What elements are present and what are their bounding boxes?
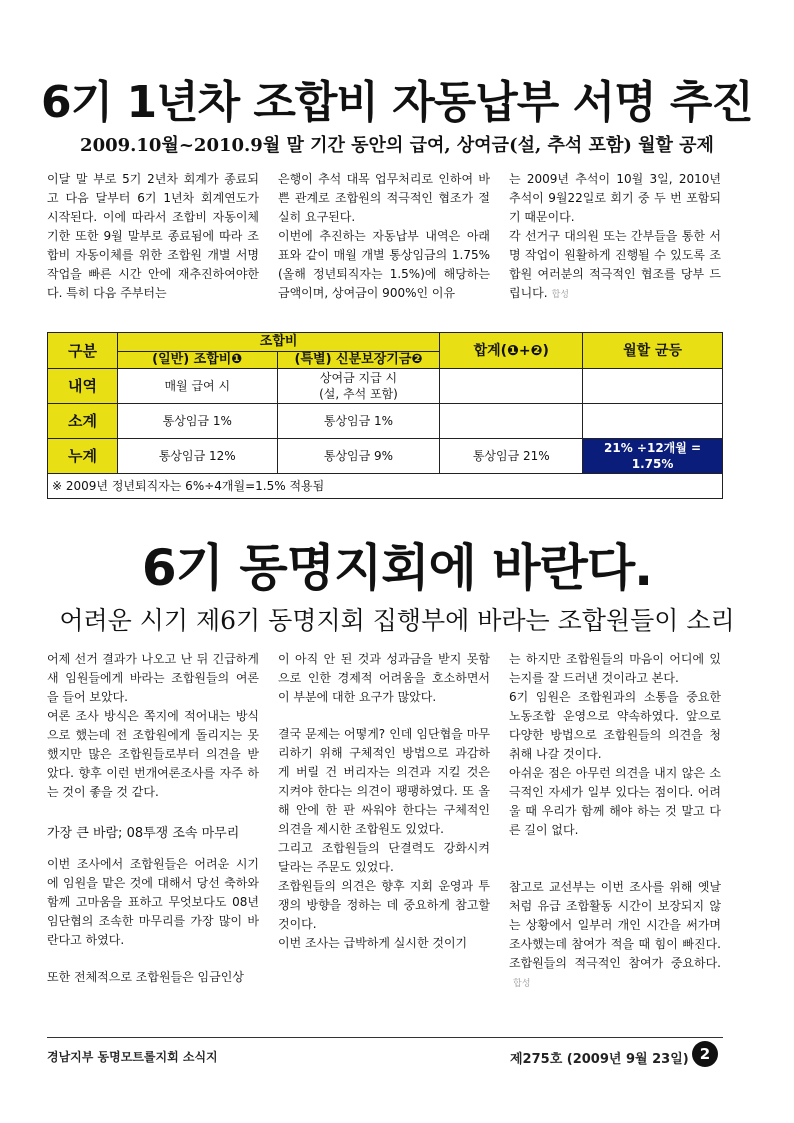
footer-issue: 제275호 (2009년 9월 23일) <box>510 1052 689 1067</box>
table-cell: 통상임금 9% <box>277 439 440 474</box>
row-label: 누계 <box>48 439 118 474</box>
table-cell: 상여금 지급 시 (설, 추석 포함) <box>277 369 440 404</box>
article1-column-1 <box>47 170 259 303</box>
row-label: 소계 <box>48 404 118 439</box>
article2-subtitle: 어려운 시기 제6기 동명지회 집행부에 바라는 조합원들이 소리 <box>59 606 735 635</box>
article2-paragraph: 6기 임원은 조합원과의 소통을 중요한 노동조합 운영으로 약속하였다. 앞으로 다양한 방법으로 조합원들의 의견을 청취해 나갈 것이다. <box>509 690 721 761</box>
article1-paragraph <box>509 227 721 305</box>
table-row <box>48 369 723 404</box>
article1-title: 6기 1년차 조합비 자동납부 서명 추진 <box>41 77 753 128</box>
table-cell-highlight: 21% ÷12개월 = 1.75% <box>583 439 723 474</box>
article2-paragraph: 이번 조사에서 조합원들은 어려운 시기에 임원을 맡은 것에 대해서 당선 축하와 함께 고마움을 표하고 무엇보다도 08년 임단협의 조속한 마무리를 가장 많이 바란다고 하였다. <box>47 857 259 947</box>
table-cell: 매월 급여 시 <box>117 369 277 404</box>
article1-paragraph-text: 각 선거구 대의원 또는 간부들을 통한 서명 작업이 원활하게 진행될 수 있도록 조합원 여러분의 적극적인 협조를 당부 드립니다. <box>509 229 721 300</box>
article1-signature: 합성 <box>551 290 569 300</box>
article2-subheading: 가장 큰 바람; 08투쟁 조속 마무리 <box>47 826 240 841</box>
article2-paragraph: 그리고 조합원들의 단결력도 강화시켜 달라는 주문도 있었다. <box>278 841 490 874</box>
article2-paragraph-text: 참고로 교선부는 이번 조사를 위해 옛날처럼 유급 조합활동 시간이 보장되지 않는 상황에서 일부러 개인 시간을 써가며 조사했는데 참여가 적을 때 힘이 빠진다. 조합원들의 적극적인 참여가 중요하다. <box>509 880 721 970</box>
article2-signature: 합성 <box>513 979 531 989</box>
article2-paragraph: 어제 선거 결과가 나오고 난 뒤 긴급하게 새 임원들에게 바라는 조합원들의 여론을 들어 보았다. <box>47 652 259 704</box>
header-monthly: 월할 균등 <box>583 333 723 369</box>
article2-paragraph: 이 아직 안 된 것과 성과금을 받지 못함으로 인한 경제적 어려움을 호소하면서 이 부분에 대한 요구가 많았다. <box>278 652 490 704</box>
header-special-fund: (특별) 신분보장기금❷ <box>277 352 440 369</box>
article2-column-3 <box>509 650 721 994</box>
dues-table <box>47 332 723 499</box>
table-row <box>48 404 723 439</box>
article2-title: 6기 동명지회에 바란다. <box>141 539 653 597</box>
table-cell: 통상임금 12% <box>117 439 277 474</box>
footer-divider <box>47 1037 723 1038</box>
table-header-row <box>48 333 723 352</box>
article2-paragraph: 이번 조사는 급박하게 실시한 것이기 <box>278 936 468 950</box>
article1-column-3 <box>509 170 721 305</box>
table-cell: 통상임금 21% <box>440 439 583 474</box>
table-cell <box>583 369 723 404</box>
header-gubun: 구분 <box>48 333 118 369</box>
footer-publication: 경남지부 동명모트롤지회 소식지 <box>47 1050 218 1064</box>
article1-paragraph: 이번에 추진하는 자동납부 내역은 아래 표와 같이 매월 개별 통상임금의 1.75%(올해 정년퇴직자는 1.5%)에 해당하는 금액이며, 상여금이 900%인 이유 <box>278 229 490 300</box>
article1-paragraph: 는 2009년 추석이 10월 3일, 2010년 추석이 9월22일로 회기 중 두 번 포함되기 때문이다. <box>509 172 721 224</box>
article2-paragraph: 결국 문제는 어떻게? 인데 임단협을 마무리하기 위해 구체적인 방법으로 과감하게 버릴 건 버리자는 의견과 지킬 것은 지켜야 한다는 의견이 팽팽하였다. 또 올해 안에 한 판 싸워야 한다는 구체적인 의견을 제시한 조합원도 있었다. <box>278 727 490 836</box>
table-cell <box>583 404 723 439</box>
table-cell: 통상임금 1% <box>277 404 440 439</box>
table-note-row <box>48 474 723 499</box>
article2-paragraph: 또한 전체적으로 조합원들은 임금인상 <box>47 970 244 984</box>
article1-paragraph: 이달 말 부로 5기 2년차 회계가 종료되고 다음 달부터 6기 1년차 회계연도가 시작된다. 이에 따라서 조합비 자동이체 기한 또한 9월 말부로 종료됨에 따라 조합비 자동이체를 위한 조합원 개별 서명 작업을 빠른 시간 안에 재추진하여야한다. 특히 다음 주부터는 <box>47 172 259 300</box>
article2-paragraph <box>509 878 721 994</box>
page-number: 2 <box>692 1041 718 1067</box>
header-total: 합계(❶+❷) <box>440 333 583 369</box>
article2-paragraph: 아쉬운 점은 아무런 의견을 내지 않은 소극적인 자세가 일부 있다는 점이다. 어려울 때 우리가 함께 해야 하는 것 말고 다른 길이 없다. <box>509 766 721 837</box>
article2-column-2 <box>278 650 490 953</box>
header-union-dues: 조합비 <box>117 333 439 352</box>
row-label: 내역 <box>48 369 118 404</box>
article1-subtitle: 2009.10월~2010.9월 말 기간 동안의 급여, 상여금(설, 추석 포함) 월할 공제 <box>80 135 714 156</box>
article1-column-2 <box>278 170 490 303</box>
header-general-dues: (일반) 조합비❶ <box>117 352 277 369</box>
table-cell: 통상임금 1% <box>117 404 277 439</box>
article1-paragraph: 은행이 추석 대목 업무처리로 인하여 바쁜 관계로 조합원의 적극적인 협조가 절실히 요구된다. <box>278 172 490 224</box>
table-note: ※ 2009년 정년퇴직자는 6%÷4개월=1.5% 적용됨 <box>48 474 723 499</box>
article2-paragraph: 는 하지만 조합원들의 마음이 어디에 있는지를 잘 드러낸 것이라고 본다. <box>509 652 721 685</box>
table-cell <box>440 369 583 404</box>
article2-column-1 <box>47 650 259 987</box>
table-cell <box>440 404 583 439</box>
table-row <box>48 439 723 474</box>
article2-paragraph: 조합원들의 의견은 향후 지회 운영과 투쟁의 방향을 정하는 데 중요하게 참고할 것이다. <box>278 879 490 931</box>
article2-paragraph: 여론 조사 방식은 쪽지에 적어내는 방식으로 했는데 전 조합원에게 돌리지는 못했지만 많은 조합원들로부터 의견을 받았다. 향후 이런 번개여론조사를 자주 하는 것이 좋을 것 같다. <box>47 709 259 799</box>
